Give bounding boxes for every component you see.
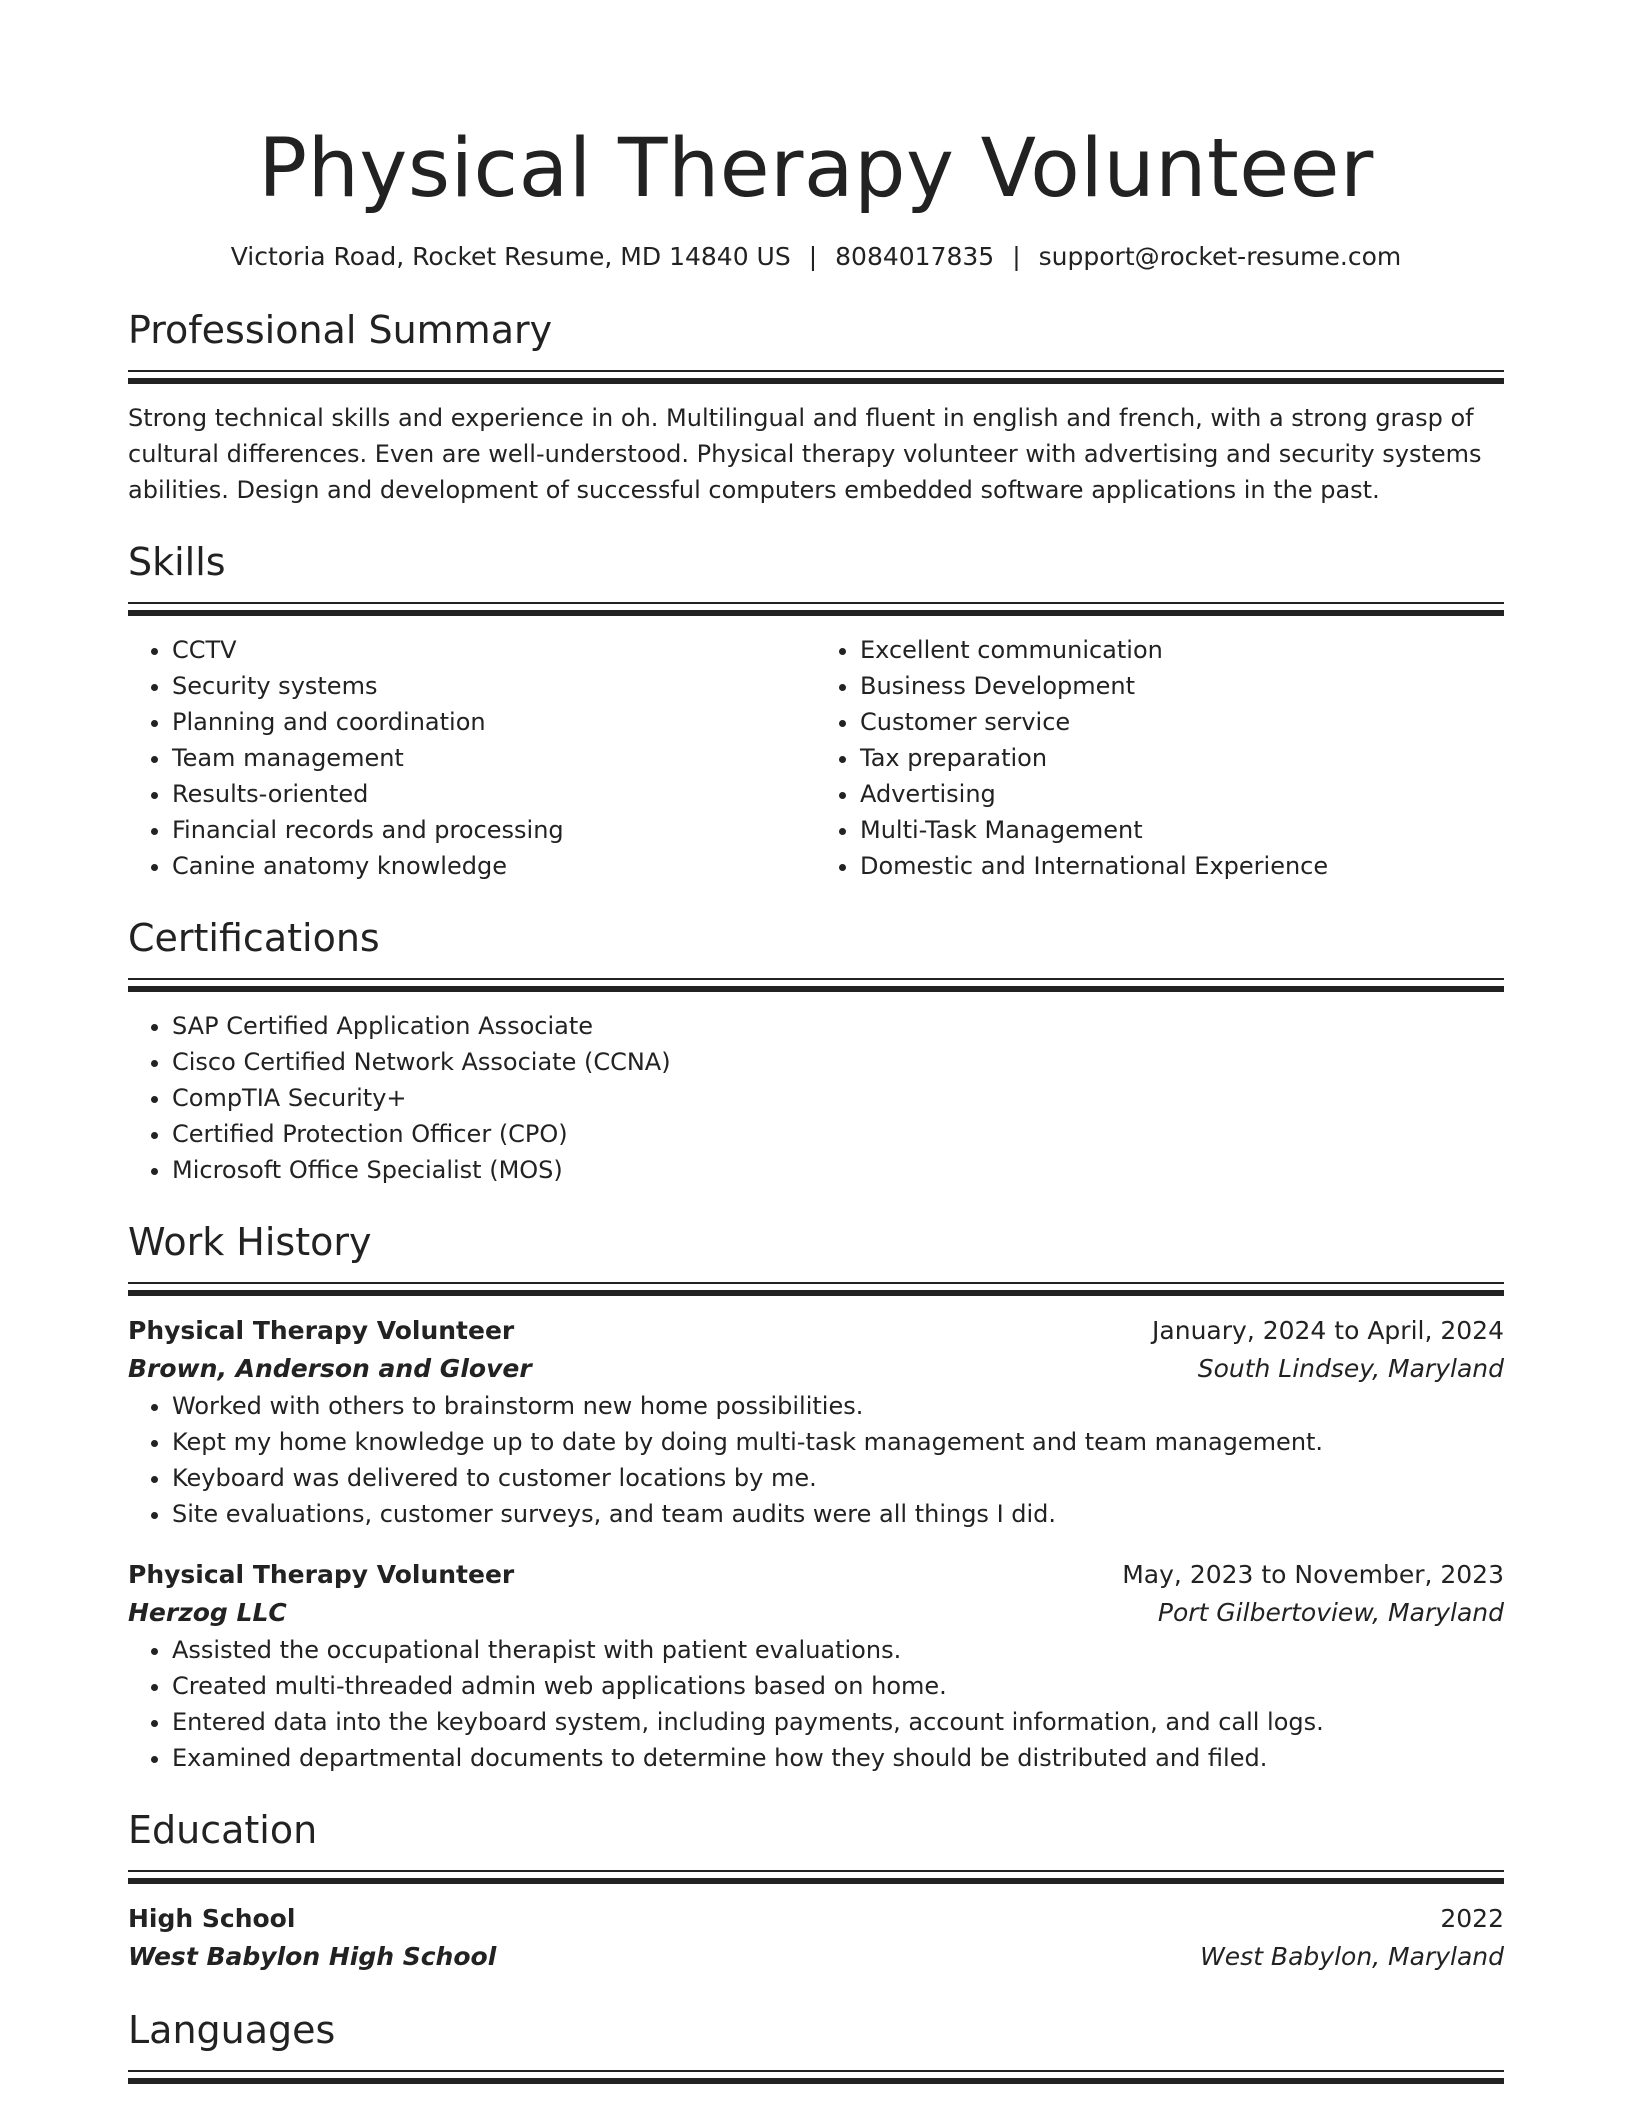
section-divider	[128, 2070, 1504, 2084]
skills-section	[128, 536, 1504, 884]
work-history-heading: Work History	[128, 1220, 372, 1264]
education-location: West Babylon, Maryland	[1200, 1942, 1504, 1971]
job-duty-item: • Worked with others to brainstorm new home possibilities.	[172, 1388, 1504, 1424]
job-location: South Lindsey, Maryland	[1197, 1354, 1504, 1383]
section-divider	[128, 370, 1504, 384]
job-title: Physical Therapy Volunteer	[128, 1560, 515, 1589]
skills-list-right	[816, 632, 1504, 884]
certification-item: • CompTIA Security+	[172, 1080, 1504, 1116]
section-divider	[128, 602, 1504, 616]
job-dates: January, 2024 to April, 2024	[1152, 1316, 1504, 1345]
skill-item: • Tax preparation	[860, 740, 1504, 776]
skill-item: • Advertising	[860, 776, 1504, 812]
job-entry	[128, 1556, 1504, 1776]
job-duty-item: • Created multi-threaded admin web applications based on home.	[172, 1668, 1504, 1704]
job-duties-list	[128, 1632, 1504, 1776]
job-header-row	[128, 1556, 1504, 1594]
section-divider	[128, 1282, 1504, 1296]
education-year: 2022	[1440, 1904, 1504, 1933]
contact-separator: |	[808, 242, 818, 271]
summary-section	[128, 304, 1504, 508]
job-duty-item: • Keyboard was delivered to customer locations by me.	[172, 1460, 1504, 1496]
job-duty-item: • Site evaluations, customer surveys, and team audits were all things I did.	[172, 1496, 1504, 1532]
job-location: Port Gilbertoview, Maryland	[1157, 1598, 1504, 1627]
certification-item: • SAP Certified Application Associate	[172, 1008, 1504, 1044]
languages-section	[128, 2004, 1504, 2084]
work-history-section	[128, 1216, 1504, 1776]
certification-item: • Cisco Certified Network Associate (CCNA)	[172, 1044, 1504, 1080]
contact-phone: 8084017835	[835, 242, 995, 271]
resume-header	[128, 0, 1504, 274]
job-duty-item: • Kept my home knowledge up to date by doing multi-task management and team management.	[172, 1424, 1504, 1460]
skill-item: • Financial records and processing	[172, 812, 816, 848]
skills-grid	[128, 632, 1504, 884]
job-dates: May, 2023 to November, 2023	[1122, 1560, 1504, 1589]
education-school-row	[128, 1938, 1504, 1976]
skill-item: • CCTV	[172, 632, 816, 668]
skills-list-left	[128, 632, 816, 884]
skill-item: • Canine anatomy knowledge	[172, 848, 816, 884]
job-company: Brown, Anderson and Glover	[128, 1354, 532, 1383]
section-divider	[128, 978, 1504, 992]
education-section	[128, 1804, 1504, 1976]
job-duty-item: • Assisted the occupational therapist with patient evaluations.	[172, 1632, 1504, 1668]
skill-item: • Business Development	[860, 668, 1504, 704]
skill-item: • Domestic and International Experience	[860, 848, 1504, 884]
job-duty-item: • Entered data into the keyboard system, including payments, account information, and call logs.	[172, 1704, 1504, 1740]
skill-item: • Planning and coordination	[172, 704, 816, 740]
languages-heading: Languages	[128, 2008, 336, 2052]
certification-item: • Certified Protection Officer (CPO)	[172, 1116, 1504, 1152]
job-company-row	[128, 1350, 1504, 1388]
job-company-row	[128, 1594, 1504, 1632]
summary-heading: Professional Summary	[128, 308, 553, 352]
certifications-list	[128, 1008, 1504, 1188]
skill-item: • Multi-Task Management	[860, 812, 1504, 848]
job-duties-list	[128, 1388, 1504, 1532]
section-divider	[128, 1870, 1504, 1884]
skill-item: • Security systems	[172, 668, 816, 704]
job-title: Physical Therapy Volunteer	[128, 1316, 515, 1345]
skill-item: • Excellent communication	[860, 632, 1504, 668]
education-header-row	[128, 1900, 1504, 1938]
education-school: West Babylon High School	[128, 1942, 497, 1971]
skill-item: • Team management	[172, 740, 816, 776]
contact-email: support@rocket-resume.com	[1038, 242, 1402, 271]
job-duty-item: • Examined departmental documents to determine how they should be distributed and filed.	[172, 1740, 1504, 1776]
skills-heading: Skills	[128, 540, 226, 584]
certification-item: • Microsoft Office Specialist (MOS)	[172, 1152, 1504, 1188]
contact-separator: |	[1012, 242, 1021, 271]
contact-address: Victoria Road, Rocket Resume, MD 14840 US	[230, 242, 791, 271]
contact-line	[128, 240, 1504, 274]
candidate-name: Physical Therapy Volunteer	[258, 122, 1374, 216]
job-header-row	[128, 1312, 1504, 1350]
education-degree: High School	[128, 1904, 296, 1933]
certifications-section	[128, 912, 1504, 1188]
job-company: Herzog LLC	[128, 1598, 287, 1627]
summary-text: Strong technical skills and experience in oh. Multilingual and fluent in english and french, with a strong grasp of cultural differences. Even are well-understood. Physical therapy volunteer with advertising and security systems abilities. Design and development of successful computers embedded software applications in the past.	[128, 404, 1482, 504]
job-entry	[128, 1312, 1504, 1532]
certifications-heading: Certifications	[128, 916, 380, 960]
education-heading: Education	[128, 1808, 318, 1852]
skill-item: • Results-oriented	[172, 776, 816, 812]
skill-item: • Customer service	[860, 704, 1504, 740]
